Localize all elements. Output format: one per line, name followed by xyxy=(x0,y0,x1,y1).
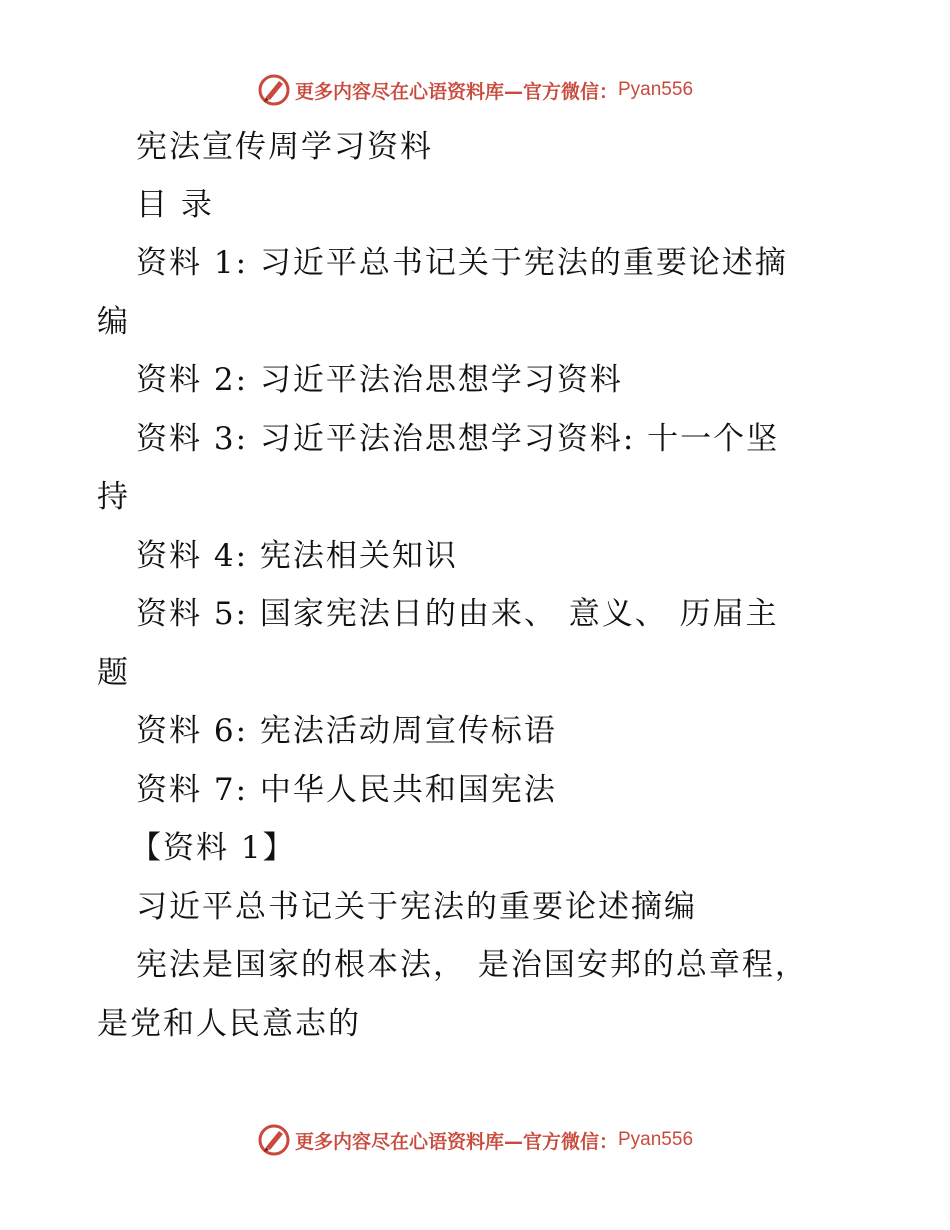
toc-item-3: 资料 3: 习近平法治思想学习资料: 十一个坚 xyxy=(136,421,780,457)
pen-logo-icon xyxy=(257,1123,291,1157)
header-watermark xyxy=(0,70,950,110)
paragraph-line-2: 是党和人民意志的 xyxy=(97,1006,361,1042)
toc-item-1-wrap: 编 xyxy=(97,304,130,340)
toc-item-4: 资料 4: 宪法相关知识 xyxy=(136,538,458,574)
toc-item-6: 资料 6: 宪法活动周宣传标语 xyxy=(136,713,557,749)
paragraph-line-1: 宪法是国家的根本法， 是治国安邦的总章程， xyxy=(136,947,808,983)
toc-item-2: 资料 2: 习近平法治思想学习资料 xyxy=(136,362,623,398)
toc-heading: 目 录 xyxy=(136,187,214,223)
section-label: 【资料 1】 xyxy=(130,830,296,866)
toc-item-5-wrap: 题 xyxy=(97,655,130,691)
document-title: 宪法宣传周学习资料 xyxy=(136,129,433,165)
pen-logo-icon xyxy=(257,73,291,107)
toc-item-1: 资料 1: 习近平总书记关于宪法的重要论述摘 xyxy=(136,245,788,281)
toc-item-7: 资料 7: 中华人民共和国宪法 xyxy=(136,772,557,808)
watermark-wechat-id: Pyan556 xyxy=(618,1129,694,1150)
watermark-text: 更多内容尽在心语资料库—官方微信： xyxy=(294,1130,618,1153)
footer-watermark xyxy=(0,1120,950,1160)
section-heading: 习近平总书记关于宪法的重要论述摘编 xyxy=(136,889,697,925)
watermark-wechat-id: Pyan556 xyxy=(618,79,694,100)
watermark-text: 更多内容尽在心语资料库—官方微信： xyxy=(294,80,618,103)
toc-item-5: 资料 5: 国家宪法日的由来、 意义、 历届主 xyxy=(136,596,779,632)
toc-item-3-wrap: 持 xyxy=(97,479,130,515)
